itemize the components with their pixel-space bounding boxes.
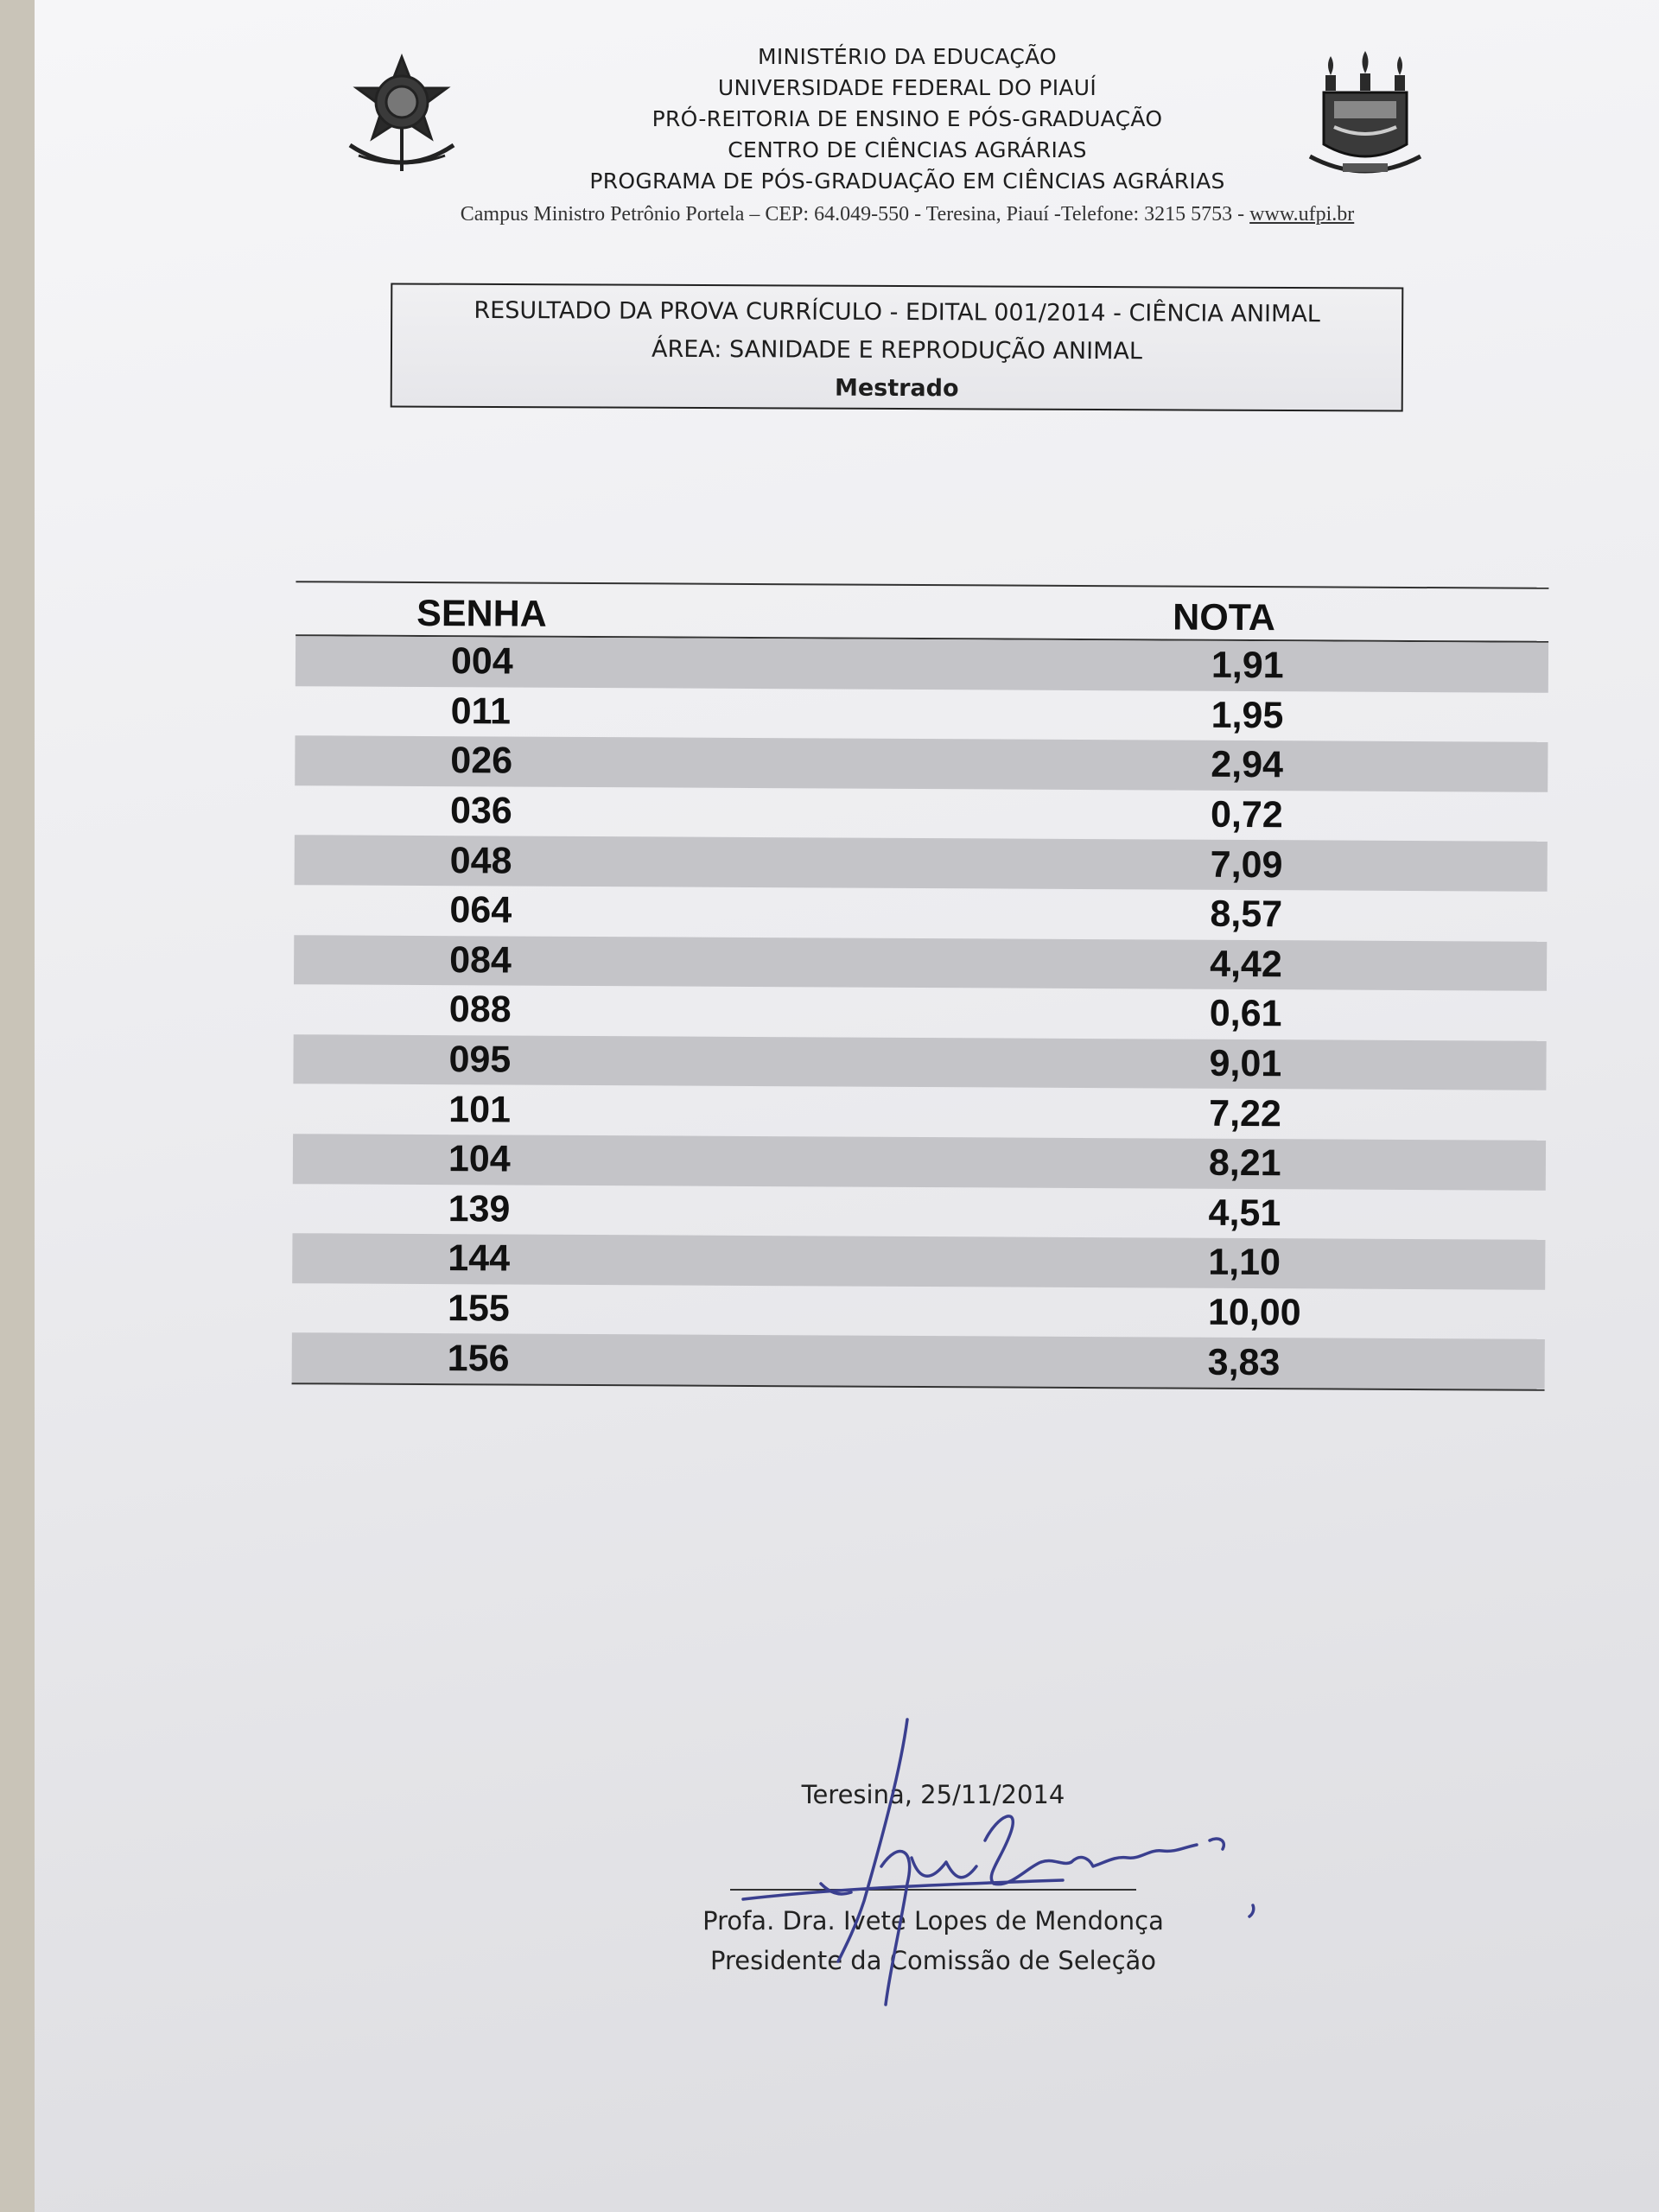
header-address [294,199,1521,230]
cell-nota: 9,01 [1209,1042,1282,1085]
header-line-university: UNIVERSIDADE FEDERAL DO PIAUÍ [717,75,1097,100]
cell-senha: 026 [450,740,513,783]
cell-nota: 1,91 [1211,645,1284,687]
cell-nota: 1,95 [1211,694,1284,737]
cell-senha: 144 [448,1237,511,1280]
cell-nota: 4,42 [1210,943,1282,986]
table-row [296,636,1548,692]
table-row [295,785,1548,842]
cell-senha: 139 [448,1187,511,1230]
table-row [293,1134,1546,1190]
result-area: ÁREA: SANIDADE E REPRODUÇÃO ANIMAL [651,335,1142,365]
cell-senha: 156 [447,1337,510,1380]
column-header-senha: SENHA [416,592,547,635]
cell-nota: 8,21 [1208,1141,1281,1185]
cell-nota: 8,57 [1210,893,1283,936]
cell-senha: 155 [447,1287,510,1330]
result-title: RESULTADO DA PROVA CURRÍCULO - EDITAL 001/2014 - CIÊNCIA ANIMAL [474,296,1320,328]
cell-senha: 011 [450,690,512,733]
table-row [295,735,1548,791]
header-line-ministry: MINISTÉRIO DA EDUCAÇÃO [757,44,1058,69]
place-date: Teresina, 25/11/2014 [801,1780,1065,1809]
cell-nota: 7,22 [1209,1092,1282,1135]
table-row [292,1184,1545,1240]
cell-nota: 3,83 [1207,1341,1281,1383]
cell-senha: 095 [448,1039,512,1081]
signature-line [730,1889,1136,1891]
cell-nota: 4,51 [1208,1192,1281,1235]
signer-role: Presidente da Comissão de Seleção [709,1946,1157,1975]
column-header-nota: NOTA [1173,596,1276,639]
cell-senha: 036 [449,790,512,832]
table-row [296,686,1548,742]
cell-senha: 064 [449,889,512,931]
cell-senha: 088 [448,988,512,1031]
cell-senha: 004 [450,640,513,683]
results-table [292,581,1549,1390]
cell-senha: 084 [449,939,512,982]
result-title-box [391,283,1404,411]
table-row [292,1283,1545,1339]
institution-header [294,41,1521,230]
table-row [293,1084,1546,1141]
cell-nota: 10,00 [1207,1291,1301,1334]
cell-nota: 0,61 [1209,993,1282,1035]
cell-nota: 0,72 [1210,793,1283,836]
cell-nota: 7,09 [1210,843,1283,886]
cell-nota: 1,10 [1208,1242,1281,1284]
address-text: Campus Ministro Petrônio Portela – CEP: 64.049-550 - Teresina, Piauí -Telefone: 3215 5753 - [460,203,1245,226]
cell-nota: 2,94 [1211,744,1284,786]
document-page [35,0,1659,2212]
table-body [292,636,1549,1389]
signature-block [622,1780,1244,1980]
table-row [292,1233,1545,1289]
table-row [295,836,1548,892]
table-header-row [296,582,1548,643]
signer-name: Profa. Dra. Ivete Lopes de Mendonça [702,1906,1164,1936]
header-line-pro-rectory: PRÓ-REITORIA DE ENSINO E PÓS-GRADUAÇÃO [652,106,1163,131]
cell-senha: 104 [448,1138,511,1180]
table-row [294,935,1547,991]
table-row [292,1333,1545,1389]
table-row [293,1034,1546,1090]
table-row [294,984,1547,1040]
result-level: Mestrado [834,374,959,403]
cell-senha: 048 [449,839,512,882]
cell-senha: 101 [448,1088,512,1131]
header-line-center: CENTRO DE CIÊNCIAS AGRÁRIAS [728,137,1087,162]
header-line-program: PROGRAMA DE PÓS-GRADUAÇÃO EM CIÊNCIAS AGRÁRIAS [589,168,1225,194]
table-row [294,885,1547,941]
website-link[interactable]: www.ufpi.br [1249,203,1355,226]
